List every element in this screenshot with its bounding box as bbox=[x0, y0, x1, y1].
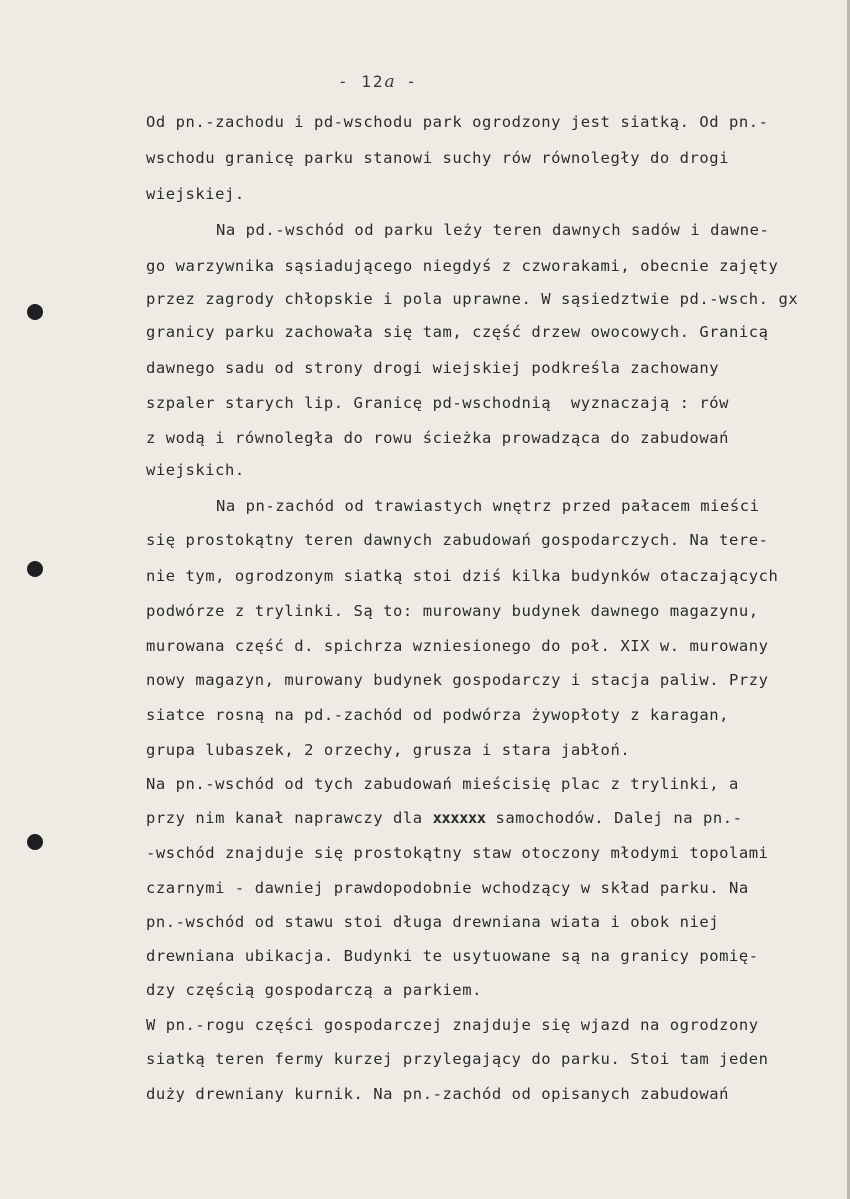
text-line: Na pn-zachód od trawiastych wnętrz przed pałacem mieści bbox=[216, 497, 760, 515]
punch-hole-middle bbox=[27, 561, 43, 577]
text-line: granicy parku zachowała się tam, część drzew owocowych. Granicą bbox=[146, 323, 769, 341]
text-line: podwórze z trylinki. Są to: murowany budynek dawnego magazynu, bbox=[146, 602, 759, 620]
text-line: wiejskich. bbox=[146, 461, 245, 479]
margin-mark: gx bbox=[778, 290, 799, 308]
text-line-content: przez zagrody chłopskie i pola uprawne. W sąsiedztwie pd.-wsch. bbox=[146, 290, 769, 308]
text-line: Na pd.-wschód od parku leży teren dawnych sadów i dawne- bbox=[216, 221, 770, 239]
page-number: - 12a - bbox=[338, 72, 418, 92]
text-line: duży drewniany kurnik. Na pn.-zachód od opisanych zabudowań bbox=[146, 1085, 730, 1103]
text-line: pn.-wschód od stawu stoi długa drewniana wiata i obok niej bbox=[146, 913, 720, 931]
text-line: dawnego sadu od strony drogi wiejskiej podkreśla zachowany bbox=[146, 359, 720, 377]
text-line: szpaler starych lip. Granicę pd-wschodnią wyznaczają : rów bbox=[146, 394, 730, 412]
text-line: drewniana ubikacja. Budynki te usytuowane są na granicy pomię- bbox=[146, 947, 759, 965]
text-line: W pn.-rogu części gospodarczej znajduje się wjazd na ogrodzony bbox=[146, 1016, 759, 1034]
text-line: nowy magazyn, murowany budynek gospodarczy i stacja paliw. Przy bbox=[146, 671, 769, 689]
punch-hole-bottom bbox=[27, 834, 43, 850]
text-line: Na pn.-wschód od tych zabudowań mieścisię plac z trylinki, a bbox=[146, 775, 739, 793]
text-line: -wschód znajduje się prostokątny staw otoczony młodymi topolami bbox=[146, 844, 769, 862]
struck-out-word: xxxxxx bbox=[432, 809, 486, 827]
text-line: się prostokątny teren dawnych zabudowań gospodarczych. Na tere- bbox=[146, 531, 769, 549]
text-line: dzy częścią gospodarczą a parkiem. bbox=[146, 981, 482, 999]
text-line: czarnymi - dawniej prawdopodobnie wchodzący w skład parku. Na bbox=[146, 879, 749, 897]
text-line: wschodu granicę parku stanowi suchy rów równoległy do drogi bbox=[146, 149, 730, 167]
text-line: grupa lubaszek, 2 orzechy, grusza i stara jabłoń. bbox=[146, 741, 631, 759]
text-line: z wodą i równoległa do rowu ścieżka prowadząca do zabudowań bbox=[146, 429, 730, 447]
text-line bbox=[146, 289, 798, 309]
text-line: murowana część d. spichrza wzniesionego do poł. XIX w. murowany bbox=[146, 637, 769, 655]
text-line: nie tym, ogrodzonym siatką stoi dziś kilka budynków otaczających bbox=[146, 567, 779, 585]
text-line: siatce rosną na pd.-zachód od podwórza żywopłoty z karagan, bbox=[146, 706, 730, 724]
text-line: siatką teren fermy kurzej przylegający do parku. Stoi tam jeden bbox=[146, 1050, 769, 1068]
text-line-end: samochodów. Dalej na pn.- bbox=[495, 809, 743, 827]
punch-hole-top bbox=[27, 304, 43, 320]
text-line: wiejskiej. bbox=[146, 185, 245, 203]
text-line bbox=[146, 808, 743, 828]
text-line: Od pn.-zachodu i pd-wschodu park ogrodzony jest siatką. Od pn.- bbox=[146, 113, 769, 131]
text-line-start: przy nim kanał naprawczy dla bbox=[146, 809, 423, 827]
text-line: go warzywnika sąsiadującego niegdyś z czworakami, obecnie zajęty bbox=[146, 257, 779, 275]
